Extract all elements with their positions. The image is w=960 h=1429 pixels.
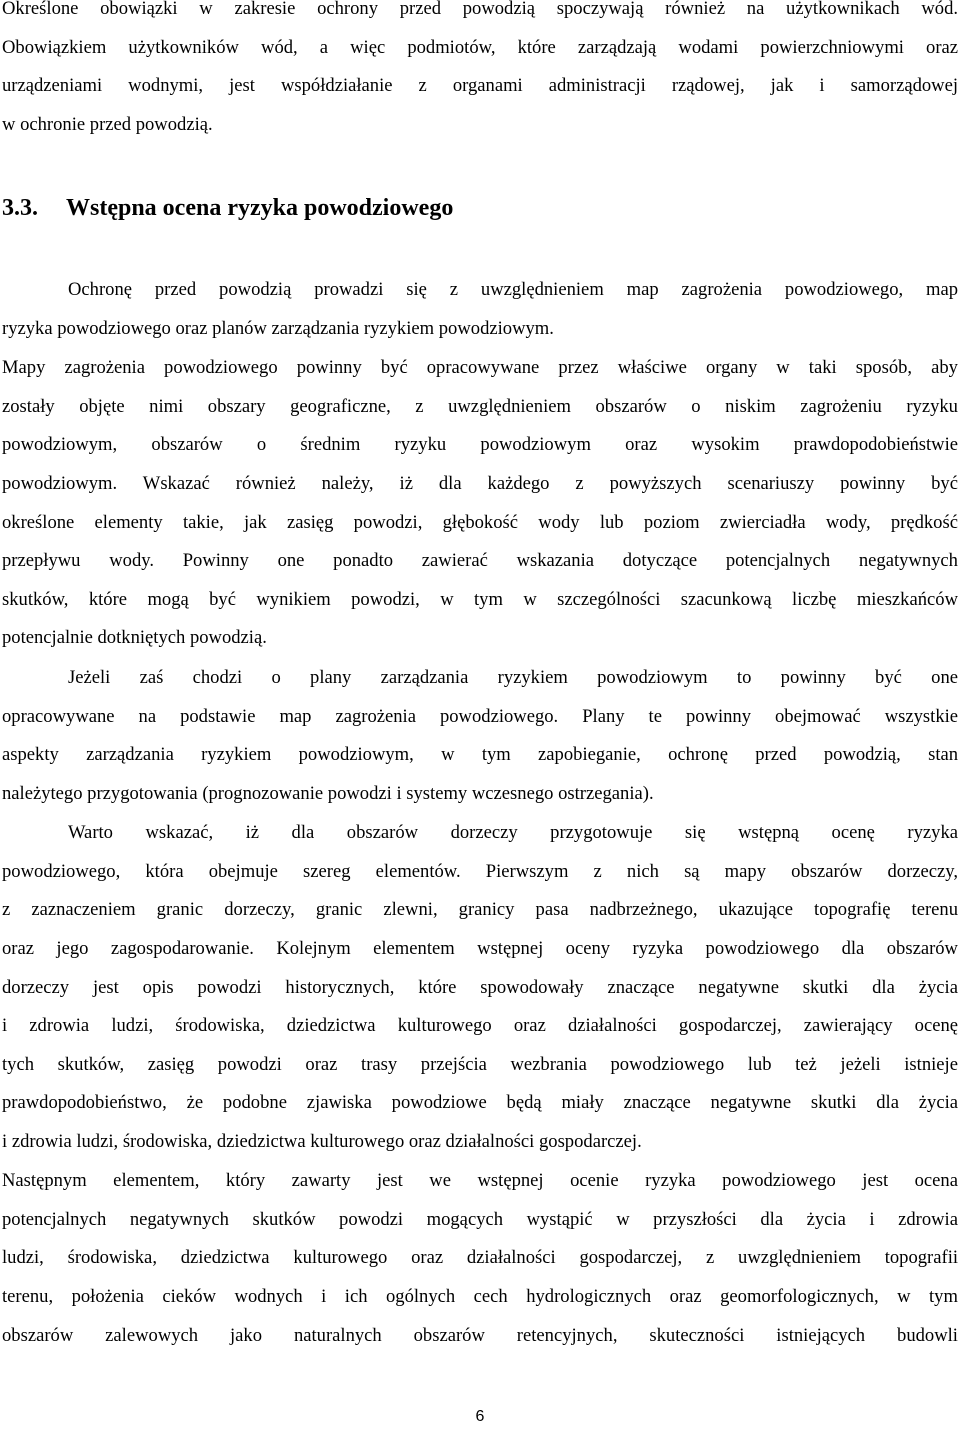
- text-line: obszarów zalewowych jako naturalnych obszarów retencyjnych, skuteczności istniejących budowli: [2, 1324, 958, 1346]
- text-line: urządzeniami wodnymi, jest współdziałanie z organami administracji rządowej, jak i samorządowej: [2, 75, 959, 97]
- text-line: Mapy zagrożenia powodziowego powinny być opracowywane przez właściwe organy w taki sposób, aby: [2, 357, 958, 378]
- text-line: Określone obowiązki w zakresie ochrony przed powodzią spoczywają również na użytkownikach wód.: [2, 0, 959, 19]
- text-line: tych skutków, zasięg powodzi oraz trasy przejścia wezbrania powodziowego lub też jeżeli istnieje: [2, 1053, 958, 1075]
- text-line: Następnym elementem, który zawarty jest we wstępnej ocenie ryzyka powodziowego jest ocena: [2, 1170, 958, 1191]
- text-line: Jeżeli zaś chodzi o plany zarządzania ryzykiem powodziowym to powinny być one: [68, 667, 958, 688]
- text-line: przepływu wody. Powinny one ponadto zawierać wskazania dotyczące potencjalnych negatywnych: [2, 550, 958, 572]
- text-line: skutków, które mogą być wynikiem powodzi, w tym w szczególności szacunkową liczbę mieszkańców: [2, 588, 959, 610]
- page-number: 6: [475, 1408, 485, 1425]
- text-line: Obowiązkiem użytkowników wód, a więc podmiotów, które zarządzają wodami powierzchniowymi oraz: [2, 36, 959, 58]
- text-line: w ochronie przed powodzią.: [2, 113, 213, 135]
- text-line: potencjalnie dotkniętych powodzią.: [2, 627, 267, 649]
- text-line: prawdopodobieństwo, że podobne zjawiska powodziowe będą miały znaczące negatywne skutki dla życia: [2, 1092, 959, 1114]
- text-line: i zdrowia ludzi, środowiska, dziedzictwa kulturowego oraz działalności gospodarczej, zawierający ocenę: [2, 1015, 959, 1037]
- text-line: aspekty zarządzania ryzykiem powodziowym, w tym zapobieganie, ochronę przed powodzią, stan: [2, 744, 959, 766]
- text-line: powodziowym. Wskazać również należy, iż dla każdego z powyższych scenariuszy powinny być: [2, 472, 958, 494]
- text-line: dorzeczy jest opis powodzi historycznych, które spowodowały znaczące negatywne skutki dla życia: [2, 976, 958, 998]
- paragraph-user-obligations: [2, 0, 960, 145]
- text-line: określone elementy takie, jak zasięg powodzi, głębokość wody lub poziom zwierciadła wody, prędkość: [2, 511, 958, 533]
- text-line: terenu, położenia cieków wodnych i ich ogólnych cech hydrologicznych oraz geomorfologicznych, w tym: [2, 1285, 958, 1307]
- text-line: powodziowym, obszarów o średnim ryzyku powodziowym oraz wysokim prawdopodobieństwie: [2, 434, 958, 456]
- paragraph-risk-management-plans: [2, 659, 960, 814]
- text-line: należytego przygotowania (prognozowanie powodzi i systemy wczesnego ostrzegania).: [2, 782, 654, 804]
- text-line: powodziowego, która obejmuje szereg elementów. Pierwszym z nich są mapy obszarów dorzeczy,: [2, 860, 959, 882]
- text-line: opracowywane na podstawie map zagrożenia powodziowego. Plany te powinny obejmować wszystkie: [2, 705, 959, 727]
- text-line: oraz jego zagospodarowanie. Kolejnym elementem wstępnej oceny ryzyka powodziowego dla obszarów: [2, 937, 958, 959]
- paragraph-preliminary-assessment: [2, 814, 960, 1162]
- text-line: i zdrowia ludzi, środowiska, dziedzictwa kulturowego oraz działalności gospodarczej.: [2, 1131, 642, 1153]
- section-title: Wstępna ocena ryzyka powodziowego: [66, 195, 454, 221]
- text-line: Ochronę przed powodzią prowadzi się z uwzględnieniem map zagrożenia powodziowego, map: [68, 279, 959, 300]
- text-line: ludzi, środowiska, dziedzictwa kulturowego oraz działalności gospodarczej, z uwzględnieniem topografii: [2, 1247, 959, 1269]
- text-line: potencjalnych negatywnych skutków powodzi mogących wystąpić w przyszłości dla życia i zdrowia: [2, 1208, 958, 1230]
- text-line: ryzyka powodziowego oraz planów zarządzania ryzykiem powodziowym.: [2, 317, 554, 339]
- text-line: zostały objęte nimi obszary geograficzne, z uwzględnieniem obszarów o niskim zagrożeniu ryzyku: [2, 395, 958, 417]
- text-line: Warto wskazać, iż dla obszarów dorzeczy przygotowuje się wstępną ocenę ryzyka: [68, 822, 959, 843]
- paragraph-hazard-maps: [2, 349, 960, 658]
- section-number: 3.3.: [2, 195, 38, 221]
- text-line: z zaznaczeniem granic dorzeczy, granic zlewni, granicy pasa nadbrzeżnego, ukazujące topografię terenu: [2, 899, 958, 921]
- paragraph-potential-consequences: [2, 1162, 960, 1355]
- section-heading: [2, 188, 453, 228]
- paragraph-flood-protection: [2, 271, 960, 348]
